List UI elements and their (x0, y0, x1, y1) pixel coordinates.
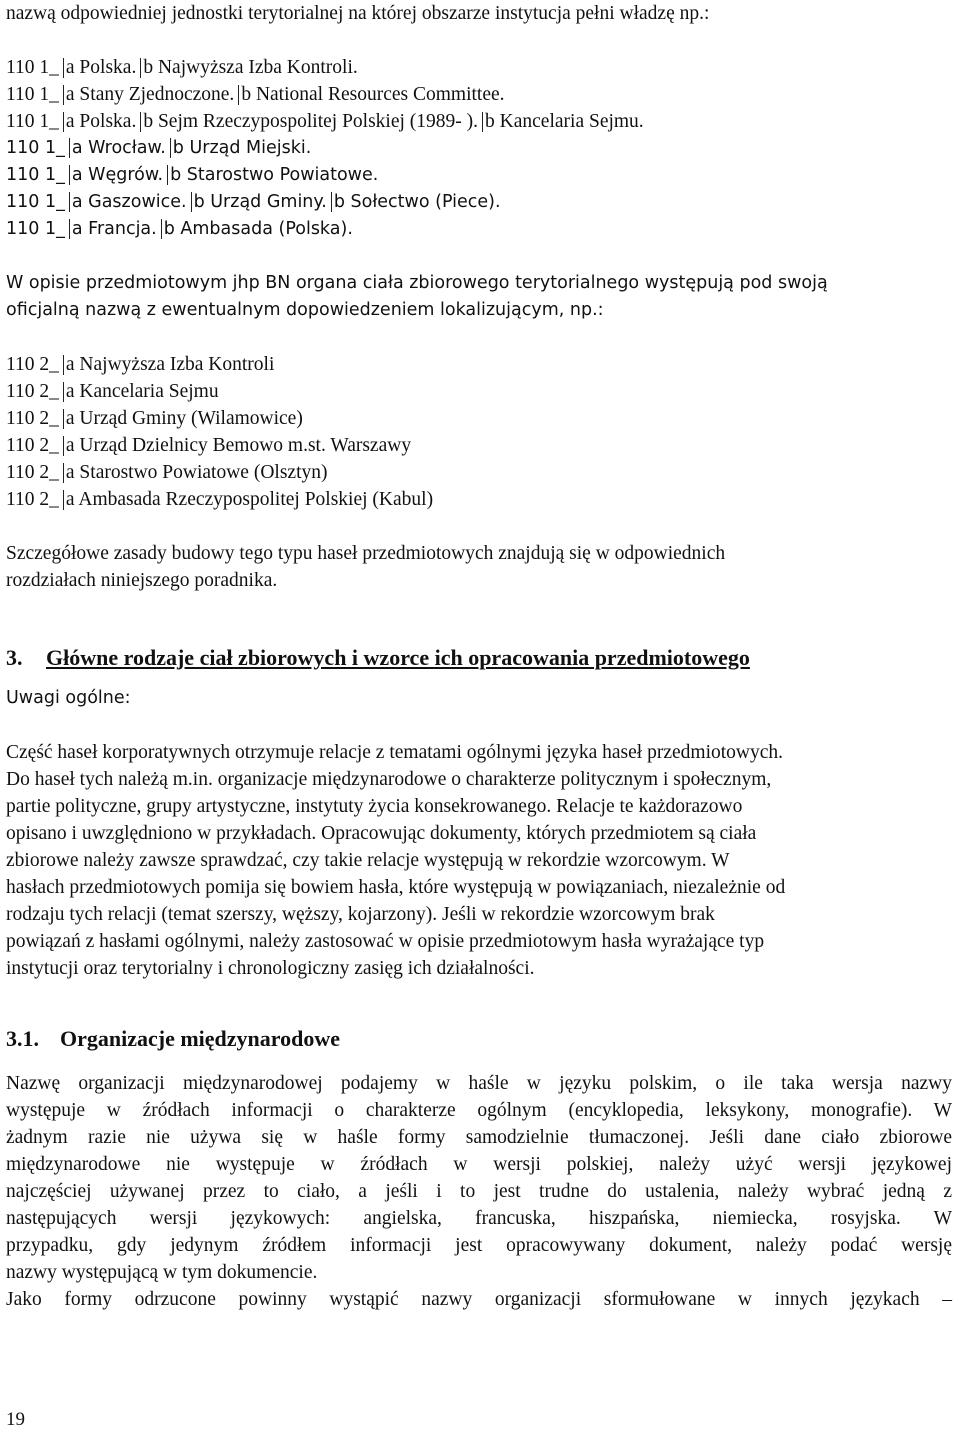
section-title: Główne rodzaje ciał zbiorowych i wzorce ich opracowania przedmiotowego (46, 645, 750, 670)
marc-line: 110 1_ a Francja. b Ambasada (Polska). (6, 219, 353, 239)
marc-line: 110 2_ a Urząd Gminy (Wilamowice) (6, 408, 303, 429)
marc-line: 110 2_ a Starostwo Powiatowe (Olsztyn) (6, 462, 328, 483)
section-number: 3.1. (6, 1026, 39, 1051)
spacer (6, 1056, 952, 1070)
marc-line: 110 2_ a Urząd Dzielnicy Bemowo m.st. Warszawy (6, 435, 412, 456)
paragraph-organs: W opisie przedmiotowym jhp BN organa ciała zbiorowego terytorialnego występują pod swoją oficjalną nazwą z ewentualnym dopowiedzeniem lokalizującym, np.: (6, 273, 828, 320)
marc-line: 110 1_ a Polska. b Najwyższa Izba Kontroli. (6, 57, 358, 78)
marc-line: 110 1_ a Wrocław. b Urząd Miejski. (6, 138, 312, 158)
marc-line: 110 1_ a Stany Zjednoczone. b National Resources Committee. (6, 84, 505, 105)
document-page (6, 0, 952, 1313)
marc-line: 110 1_ a Polska. b Sejm Rzeczypospolitej Polskiej (1989- ). b Kancelaria Sejmu. (6, 111, 644, 132)
section-3-heading (6, 641, 952, 675)
marc-line: 110 2_ a Ambasada Rzeczypospolitej Polskiej (Kabul) (6, 489, 434, 510)
spacer (6, 712, 952, 739)
intro-line: nazwą odpowiedniej jednostki terytorialnej na której obszarze instytucja pełni władzę np.: (6, 3, 710, 24)
section-title: Organizacje międzynarodowe (60, 1026, 341, 1051)
section-3-1-body: Nazwę organizacji międzynarodowej podajemy w haśle w języku polskim, o ile taka wersja nazwy występuje w źródłach informacji o charakterze ogólnym (encyklopedia, leksykony, monografie). W żadnym razie nie używa się w haśle formy samodzielnie tłumaczonej. Jeśli dane ciało zbiorowe międzynarodowe nie występuje w źródłach w wersji polskiej, należy użyć wersji językowej najczęściej używanej przez to ciało, a jeśli i to jest trudne do ustalenia, należy wybrać jedną z następujących wersji językowych: angielska, francuska, hiszpańska, niemiecka, rosyjska. W przypadku, gdy jedynym źródłem informacji jest opracowywany dokument, należy podać wersję nazwy występującą w tym dokumencie. Jako formy odrzucone powinny wystąpić nazwy organizacji sformułowane w innych językach – (6, 1073, 952, 1310)
spacer (6, 621, 952, 641)
marc-line: 110 1_ a Węgrów. b Starostwo Powiatowe. (6, 165, 379, 185)
spacer (6, 982, 952, 1022)
section-3-1-heading (6, 1022, 952, 1056)
section-3-body: Część haseł korporatywnych otrzymuje relacje z tematami ogólnymi języka haseł przedmiotowych. Do haseł tych należą m.in. organizacje międzynarodowe o charakterze politycznym i społecznym, partie polityczne, grupy artystyczne, instytuty życia konsekrowanego. Relacje te każdorazowo opisano i uwzględniono w przykładach. Opracowując dokumenty, których przedmiotem są ciała zbiorowe należy zawsze sprawdzać, czy takie relacje występują w rekordzie wzorcowym. W hasłach przedmiotowych pomija się bowiem hasła, które występują w powiązaniach, niezależnie od rodzaju tych relacji (temat szerszy, węższy, kojarzony). Jeśli w rekordzie wzorcowym brak powiązań z hasłami ogólnymi, należy zastosować w opisie przedmiotowym hasła wyrażające typ instytucji oraz terytorialny i chronologiczny zasięg ich działalności. (6, 742, 786, 979)
spacer (6, 27, 952, 54)
marc-line: 110 2_ a Najwyższa Izba Kontroli (6, 354, 275, 375)
paragraph-details: Szczegółowe zasady budowy tego typu haseł przedmiotowych znajdują się w odpowiednich rozdziałach niniejszego poradnika. (6, 543, 726, 591)
spacer (6, 324, 952, 351)
section-number: 3. (6, 645, 23, 670)
section-subtitle: Uwagi ogólne: (6, 688, 131, 708)
page-number: 19 (6, 1409, 25, 1430)
marc-110-1-examples (6, 54, 952, 243)
spacer (6, 675, 952, 685)
marc-110-2-examples (6, 351, 952, 513)
spacer (6, 594, 952, 621)
spacer (6, 243, 952, 270)
marc-line: 110 2_ a Kancelaria Sejmu (6, 381, 219, 402)
spacer (6, 513, 952, 540)
marc-line: 110 1_ a Gaszowice. b Urząd Gminy. b Sołectwo (Piece). (6, 192, 501, 212)
